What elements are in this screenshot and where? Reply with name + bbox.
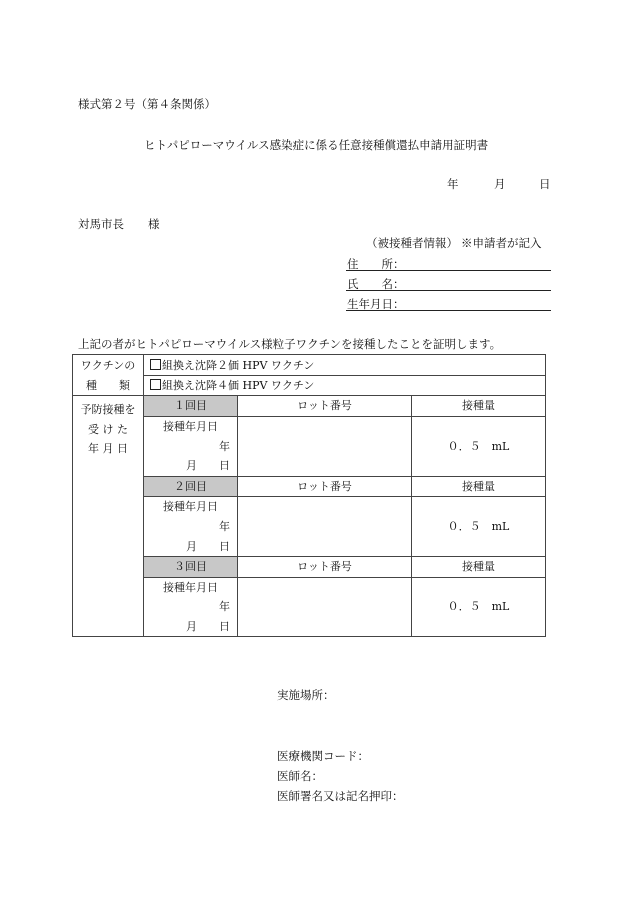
lot-header: ロット番号 <box>238 556 412 577</box>
date-month-day[interactable]: 月 日 <box>144 617 238 637</box>
date-month: 月 <box>494 177 506 191</box>
checkbox-icon[interactable] <box>150 359 161 370</box>
lot-number-field-1[interactable] <box>238 416 412 476</box>
doctor-name: 医師名： <box>277 769 323 783</box>
date-day: 日 <box>539 177 551 191</box>
dob-field[interactable] <box>346 296 551 311</box>
lot-number-field-2[interactable] <box>238 497 412 557</box>
date-year: 年 <box>447 177 459 191</box>
name-field[interactable] <box>346 276 551 291</box>
option-4valent[interactable]: 組換え沈降４価 HPV ワクチン <box>144 375 546 396</box>
date-month-day[interactable]: 月 日 <box>144 536 238 556</box>
vaccination-date-label: 予防接種を 受 け た 年 月 日 <box>73 396 144 637</box>
address-field[interactable] <box>346 256 551 271</box>
dose-header: 接種量 <box>412 556 546 577</box>
vaccinee-note: ※申請者が記入 <box>461 236 542 250</box>
document-title: ヒトパピローマウイルス感染症に係る任意接種償還払申請用証明書 <box>144 138 489 152</box>
dose-1-label: １回目 <box>144 396 238 417</box>
dose-header: 接種量 <box>412 396 546 417</box>
date-year[interactable]: 年 <box>144 597 238 617</box>
address-label: 住 所： <box>347 257 405 271</box>
lot-header: ロット番号 <box>238 396 412 417</box>
addressee-honorific: 様 <box>148 217 160 231</box>
dose-2-label: ２回目 <box>144 476 238 497</box>
date-year[interactable]: 年 <box>144 436 238 456</box>
doctor-signature: 医師署名又は記名押印： <box>277 789 404 803</box>
dose-header: 接種量 <box>412 476 546 497</box>
vaccination-table <box>72 354 546 637</box>
dose-3-label: ３回目 <box>144 556 238 577</box>
lot-number-field-3[interactable] <box>238 577 412 637</box>
date-month-day[interactable]: 月 日 <box>144 456 238 476</box>
addressee-name: 対馬市長 <box>78 217 124 231</box>
facility-code: 医療機関コード： <box>277 749 369 763</box>
implementation-place: 実施場所： <box>277 688 335 702</box>
vaccine-type-label: ワクチンの <box>73 355 144 376</box>
date-cell-label: 接種年月日 <box>144 497 238 517</box>
certification-statement: 上記の者がヒトパピローマウイルス様粒子ワクチンを接種したことを証明します。 <box>78 337 502 351</box>
date-cell-label: 接種年月日 <box>144 577 238 597</box>
form-number: 様式第２号（第４条関係） <box>78 97 216 111</box>
vaccine-type-label-2: 種 類 <box>73 375 144 396</box>
lot-header: ロット番号 <box>238 476 412 497</box>
dose-amount-1: ０．５ mL <box>412 416 546 476</box>
dose-amount-3: ０．５ mL <box>412 577 546 637</box>
dose-amount-2: ０．５ mL <box>412 497 546 557</box>
date-cell-label: 接種年月日 <box>144 416 238 436</box>
dob-label: 生年月日： <box>347 297 405 311</box>
option-2valent[interactable]: 組換え沈降２価 HPV ワクチン <box>144 355 546 376</box>
vaccinee-header: （被接種者情報） <box>366 236 458 250</box>
date-year[interactable]: 年 <box>144 517 238 537</box>
checkbox-icon[interactable] <box>150 379 161 390</box>
name-label: 氏 名： <box>347 277 405 291</box>
